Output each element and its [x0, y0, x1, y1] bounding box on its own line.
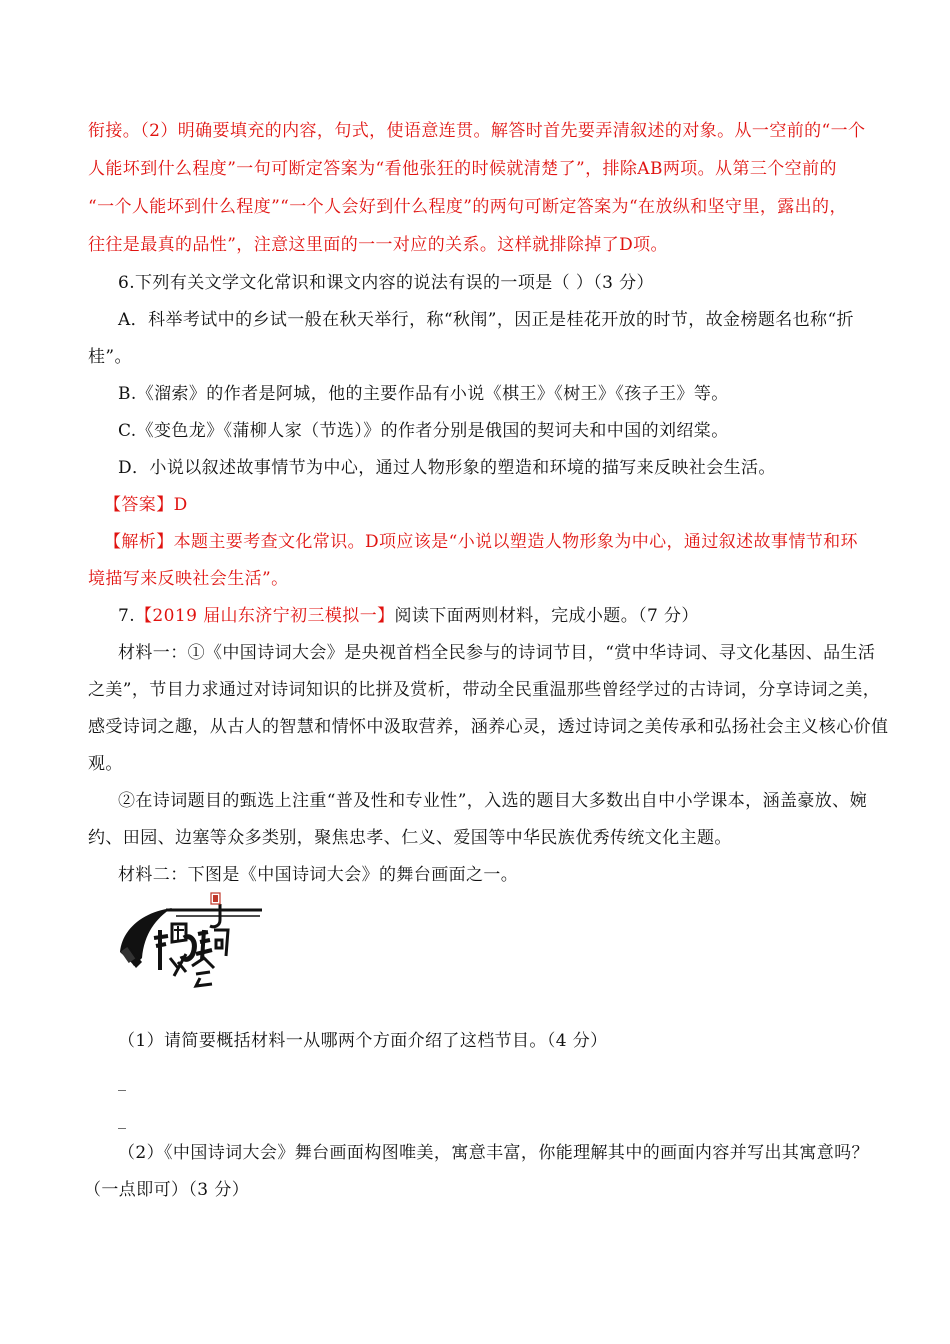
material2-intro: 材料二：下图是《中国诗词大会》的舞台画面之一。: [118, 865, 519, 885]
q7-sub2-cont: （一点即可）（3 分）: [84, 1180, 250, 1200]
material1-line-4: 观。: [88, 754, 123, 774]
q6-option-d: D．小说以叙述故事情节为中心，通过人物形象的塑造和环境的描写来反映社会生活。: [118, 458, 776, 478]
material1-line-5: ②在诗词题目的甄选上注重“普及性和专业性”，入选的题目大多数出自中小学课本，涵盖豪放、婉: [118, 791, 867, 811]
material1-line-2: 之美”，节目力求通过对诗词知识的比拼及赏析，带动全民重温那些曾经学过的古诗词，分享诗词之美，: [88, 680, 881, 700]
q6-answer: 【答案】D: [104, 495, 188, 515]
material1-line-6: 约、田园、边塞等众多类别，聚焦忠孝、仁义、爱国等中华民族优秀传统文化主题。: [88, 828, 732, 848]
q7-stem: [118, 605, 699, 627]
q7-sub2: （2）《中国诗词大会》舞台画面构图唯美，寓意丰富，你能理解其中的画面内容并写出其寓意吗？: [118, 1143, 869, 1163]
q6-option-a: A．科举考试中的乡试一般在秋天举行，称“秋闱”，因正是桂花开放的时节，故金榜题名也称“折: [118, 310, 854, 330]
analysis-line-2: 人能坏到什么程度”一句可断定答案为“看他张狂的时候就清楚了”，排除AB两项。从第三个空前的: [88, 159, 837, 179]
answer-blank-1[interactable]: _: [118, 1072, 126, 1091]
q6-option-c: C.《变色龙》《蒲柳人家（节选）》的作者分别是俄国的契诃夫和中国的刘绍棠。: [118, 421, 729, 441]
q7-number: 7.: [118, 606, 136, 626]
q6-option-a-cont: 桂”。: [88, 347, 132, 367]
analysis-line-3: “一个人能坏到什么程度”“一个人会好到什么程度”的两句可断定答案为“在放纵和坚守里，露出的，: [88, 197, 847, 217]
q7-stem-text: 阅读下面两则材料，完成小题。（7 分）: [394, 606, 699, 626]
q6-analysis-1: 【解析】本题主要考查文化常识。D项应该是“小说以塑造人物形象为中心，通过叙述故事情节和环: [104, 532, 858, 552]
answer-blank-2[interactable]: _: [118, 1110, 126, 1129]
analysis-line-4: 往往是最真的品性”，注意这里面的一一对应的关系。这样就排除掉了D项。: [88, 235, 668, 255]
poetry-conference-logo: [112, 890, 267, 990]
material1-line-3: 感受诗词之趣，从古人的智慧和情怀中汲取营养，涵养心灵，透过诗词之美传承和弘扬社会主义核心价值: [88, 717, 889, 737]
q6-option-b: B.《溜索》的作者是阿城，他的主要作品有小说《棋王》《树王》《孩子王》等。: [118, 384, 729, 404]
q7-source: 【2019 届山东济宁初三模拟一】: [135, 606, 395, 626]
q6-analysis-2: 境描写来反映社会生活”。: [88, 569, 289, 589]
q7-sub1: （1）请简要概括材料一从哪两个方面介绍了这档节目。（4 分）: [118, 1031, 608, 1051]
material1-line-1: 材料一：①《中国诗词大会》是央视首档全民参与的诗词节目，“赏中华诗词、寻文化基因、品生活: [118, 643, 876, 663]
q6-stem: 6.下列有关文学文化常识和课文内容的说法有误的一项是（ ）（3 分）: [118, 273, 654, 293]
analysis-line-1: 衔接。（2）明确要填充的内容，句式，使语意连贯。解答时首先要弄清叙述的对象。从一空前的“一个: [88, 121, 866, 141]
